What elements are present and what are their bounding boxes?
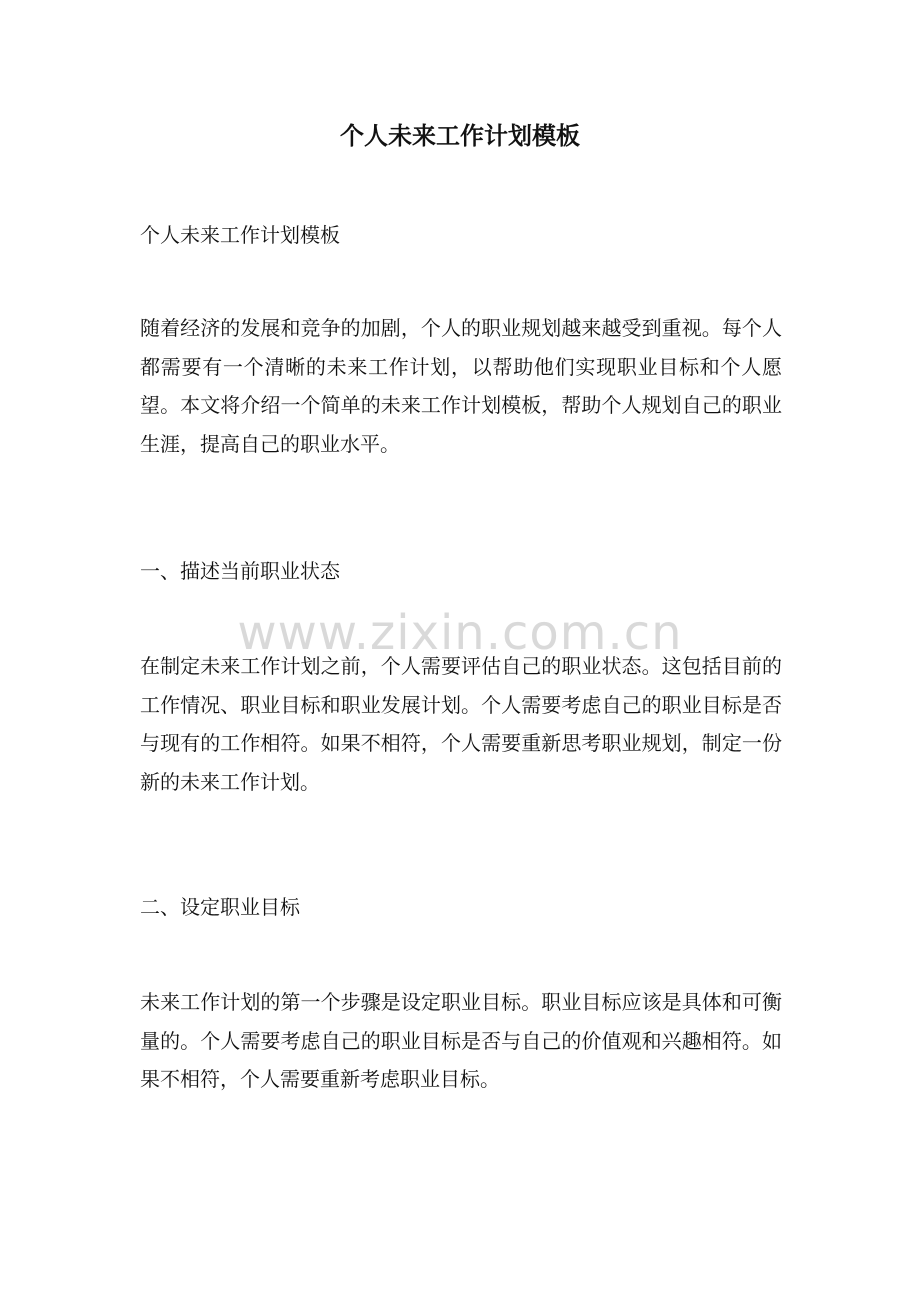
document-subtitle: 个人未来工作计划模板 [140,223,340,247]
section-1-paragraph: 在制定未来工作计划之前，个人需要评估自己的职业状态。这包括目前的工作情况、职业目标和职业发展计划。个人需要考虑自己的职业目标是否与现有的工作相符。如果不相符，个人需要重新思考职业规划，制定一份新的未来工作计划。 [140,654,782,794]
intro-paragraph: 随着经济的发展和竞争的加剧，个人的职业规划越来越受到重视。每个人都需要有一个清晰的未来工作计划，以帮助他们实现职业目标和个人愿望。本文将介绍一个简单的未来工作计划模板，帮助个人规划自己的职业生涯，提高自己的职业水平。 [140,316,782,456]
document-title: 个人未来工作计划模板 [340,121,580,150]
section-2-paragraph: 未来工作计划的第一个步骤是设定职业目标。职业目标应该是具体和可衡量的。个人需要考虑自己的职业目标是否与自己的价值观和兴趣相符。如果不相符，个人需要重新考虑职业目标。 [140,990,782,1091]
watermark: www.zixin.com.cn [237,605,683,661]
section-2-heading: 二、设定职业目标 [140,895,300,919]
section-1-heading: 一、描述当前职业状态 [140,559,340,583]
